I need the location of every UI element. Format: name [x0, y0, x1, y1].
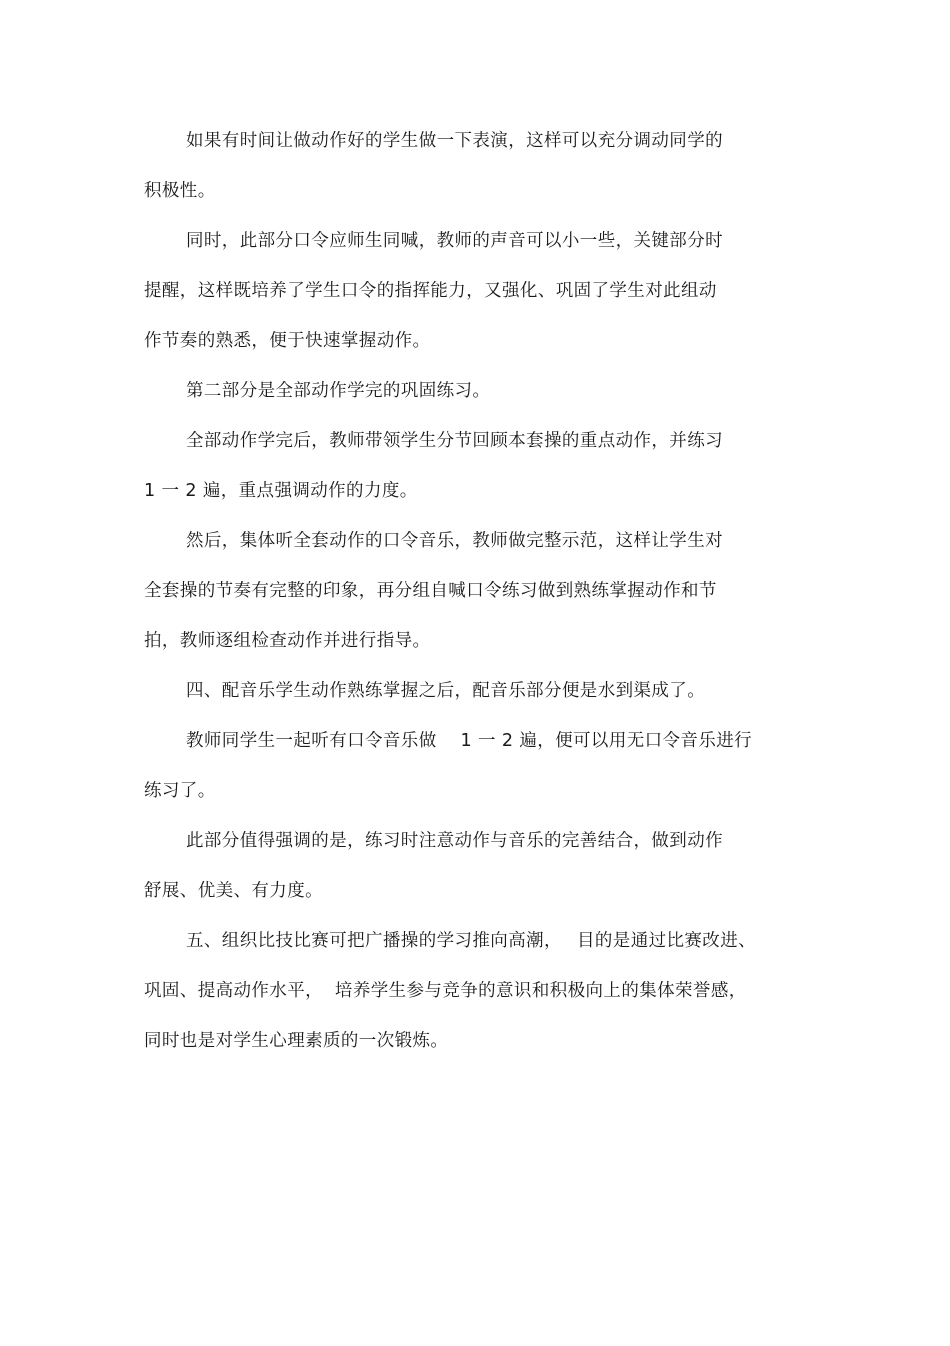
- paragraph-line: 四、配音乐学生动作熟练掌握之后，配音乐部分便是水到渠成了。: [186, 681, 706, 701]
- paragraph-line: 全套操的节奏有完整的印象，再分组自喊口令练习做到熟练掌握动作和节: [144, 581, 717, 601]
- paragraph-line: 作节奏的熟悉，便于快速掌握动作。: [144, 331, 431, 351]
- paragraph-line: 五、组织比技比赛可把广播操的学习推向高潮， 目的是通过比赛改进、: [186, 931, 757, 951]
- paragraph-line: 提醒，这样既培养了学生口令的指挥能力，又强化、巩固了学生对此组动: [144, 281, 717, 301]
- paragraph-line: 拍，教师逐组检查动作并进行指导。: [144, 631, 431, 651]
- paragraph-line: 第二部分是全部动作学完的巩固练习。: [186, 381, 491, 401]
- paragraph-line: 教师同学生一起听有口令音乐做 1 一 2 遍，便可以用无口令音乐进行: [186, 731, 753, 751]
- paragraph-line: 练习了。: [144, 781, 216, 801]
- paragraph-line: 此部分值得强调的是，练习时注意动作与音乐的完善结合，做到动作: [186, 831, 723, 851]
- paragraph-line: 全部动作学完后，教师带领学生分节回顾本套操的重点动作，并练习: [186, 431, 723, 451]
- paragraph-line: 巩固、提高动作水平， 培养学生参与竞争的意识和积极向上的集体荣誉感，: [144, 981, 747, 1001]
- paragraph-line: 然后，集体听全套动作的口令音乐，教师做完整示范，这样让学生对: [186, 531, 723, 551]
- paragraph-line: 如果有时间让做动作好的学生做一下表演，这样可以充分调动同学的: [186, 131, 723, 151]
- paragraph-line: 积极性。: [144, 181, 216, 201]
- paragraph-line: 1 一 2 遍，重点强调动作的力度。: [144, 481, 418, 501]
- paragraph-line: 舒展、优美、有力度。: [144, 881, 323, 901]
- paragraph-line: 同时也是对学生心理素质的一次锻炼。: [144, 1031, 449, 1051]
- paragraph-line: 同时，此部分口令应师生同喊，教师的声音可以小一些，关键部分时: [186, 231, 723, 251]
